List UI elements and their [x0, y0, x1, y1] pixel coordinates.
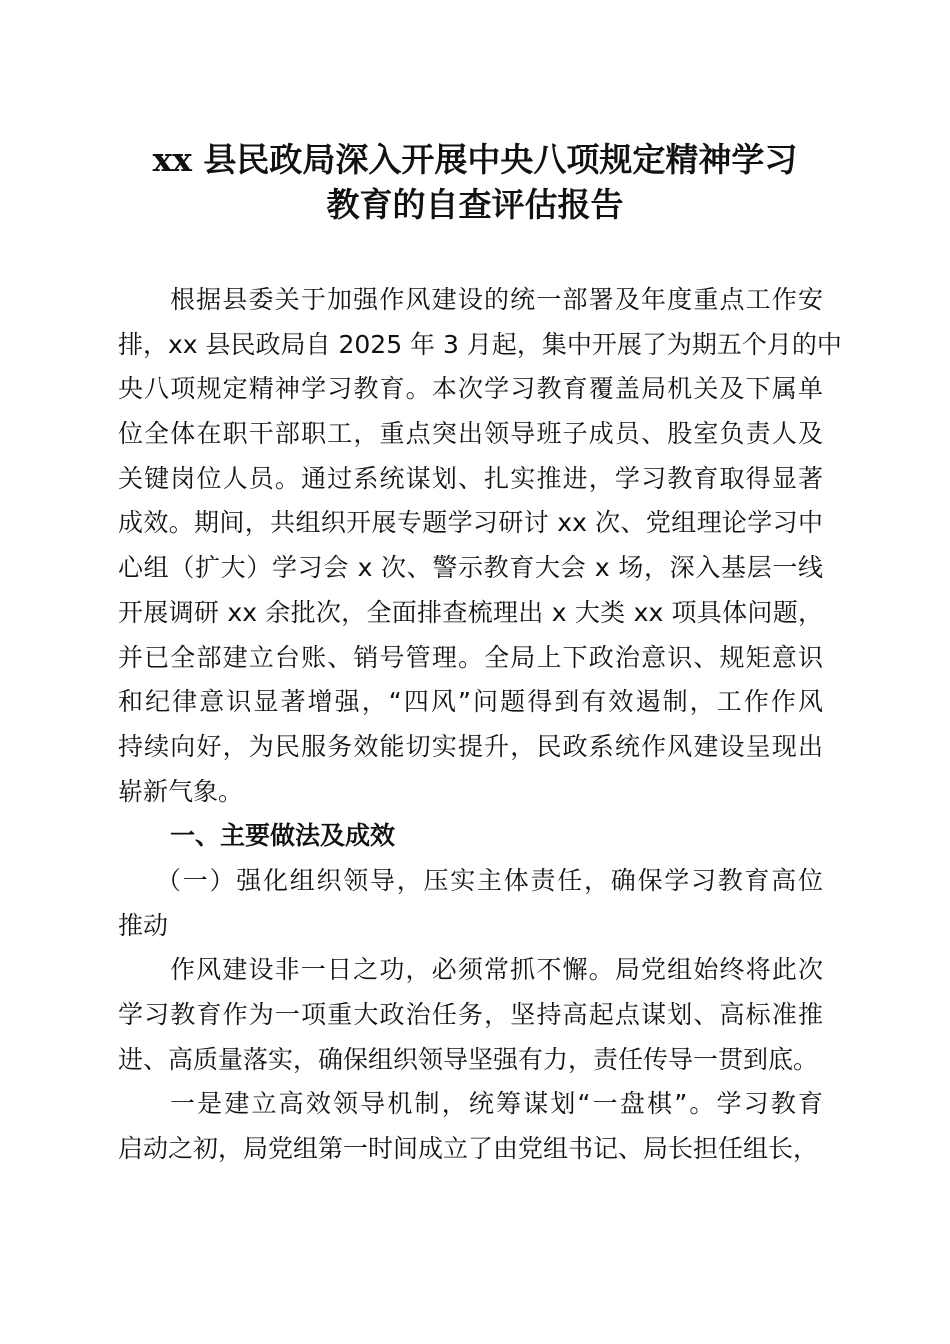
paragraph: [118, 948, 823, 1082]
text-line: 一是建立高效领导机制，统筹谋划“一盘棋”。学习教育: [170, 1089, 823, 1119]
text-line: 崭新气象。: [118, 776, 244, 806]
document-title: [0, 137, 950, 227]
text-line: 学习教育作为一项重大政治任务，坚持高起点谋划、高标准推: [118, 1000, 823, 1029]
text-line: 开展调研 xx 余批次，全面排查梳理出 x 大类 xx 项具体问题，: [118, 597, 823, 627]
title-line-2: 教育的自查评估报告: [326, 185, 624, 224]
text-line: 和纪律意识显著增强，“四风”问题得到有效遏制，工作作风: [118, 687, 823, 717]
title-line-1: xx 县民政局深入开展中央八项规定精神学习: [152, 140, 798, 179]
document-body: [118, 278, 842, 1172]
text-line: 进、高质量落实，确保组织领导坚强有力，责任传导一贯到底。: [118, 1044, 819, 1074]
text-line: 并已全部建立台账、销号管理。全局上下政治意识、规矩意识: [118, 642, 823, 672]
text-line: 心组（扩大）学习会 x 次、警示教育大会 x 场，深入基层一线: [118, 553, 823, 583]
text-line: 推动: [118, 910, 169, 940]
text-line: （一）强化组织领导，压实主体责任，确保学习教育高位: [156, 865, 823, 895]
text-line: 排，xx 县民政局自 2025 年 3 月起，集中开展了为期五个月的中: [118, 329, 842, 359]
text-line: 作风建设非一日之功，必须常抓不懈。局党组始终将此次: [170, 955, 823, 985]
text-line: 一、主要做法及成效: [170, 821, 396, 851]
subsection-heading: [118, 859, 823, 948]
text-line: 启动之初，局党组第一时间成立了由党组书记、局长担任组长，: [118, 1134, 819, 1164]
text-line: 位全体在职干部职工，重点突出领导班子成员、股室负责人及: [118, 419, 823, 449]
text-line: 持续向好，为民服务效能切实提升，民政系统作风建设呈现出: [118, 731, 823, 761]
text-line: 根据县委关于加强作风建设的统一部署及年度重点工作安: [170, 285, 823, 314]
section-heading: [118, 814, 823, 859]
text-line: 关键岗位人员。通过系统谋划、扎实推进，学习教育取得显著: [118, 463, 823, 493]
text-line: 央八项规定精神学习教育。本次学习教育覆盖局机关及下属单: [118, 374, 823, 404]
paragraph: [118, 278, 842, 814]
text-line: 成效。期间，共组织开展专题学习研讨 xx 次、党组理论学习中: [118, 508, 823, 538]
paragraph: [118, 1082, 823, 1171]
